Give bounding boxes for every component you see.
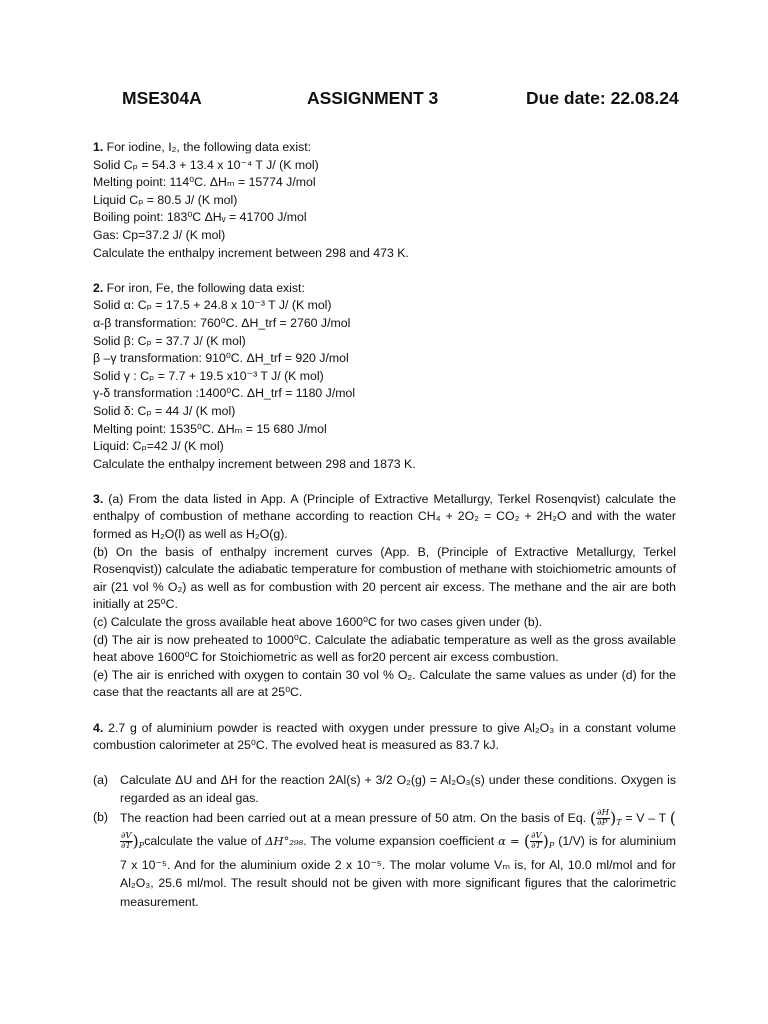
q2-line: Solid β: Cₚ = 37.7 J/ (K mol) <box>93 333 246 348</box>
frac-denominator: ∂T <box>121 841 132 852</box>
frac-subscript: P <box>548 841 555 851</box>
q4-b-text-3: calculate the value of <box>144 834 266 849</box>
question-2 <box>93 280 676 474</box>
q1-line: Solid Cₚ = 54.3 + 13.4 x 10⁻⁴ T J/ (K mol) <box>93 157 319 172</box>
fraction-dV-dT-2 <box>530 832 543 851</box>
assignment-title: ASSIGNMENT 3 <box>307 88 439 108</box>
due-date: Due date: 22.08.24 <box>526 88 679 108</box>
q2-line: α-β transformation: 760⁰C. ΔH_trf = 2760 J/mol <box>93 315 351 330</box>
frac-numerator: ∂V <box>531 831 542 842</box>
q3-part-a-text: (a) From the data listed in App. A (Principle of Extractive Metallurgy, Terkel Rosenqvist) calculate the enthalpy of combustion of methane according to reaction CH₄ + 2O₂ = CO₂ + 2H₂O and with the water formed as H₂O(l) as well as H₂O(g). <box>93 491 676 542</box>
q4-part-b-text: The reaction had been carried out at a mean pressure of 50 atm. On the basis of Eq. ( $\frac{\partial H}{\partial P}$ )$_T = V - T$ ( $\frac{\partial V}{\partial T}$ )$_Pcalculate$ the value of ΔH°₂₉₈. The volume expansion coefficient α = ( $\frac{\partial V}{\partial T}$ )$_P$ (1/V) is for aluminium 7 x 10⁻⁵. And for the aluminium oxide 2 x 10⁻⁵. The molar volume Vₘ is, for Al, 10.0 ml/mol and for Al₂O₃, 25.6 ml/mol. The result should not be given with more significant figures that the calorimetric measurement. <box>120 807 676 909</box>
q3-part-b: (b) On the basis of enthalpy increment curves (App. B, (Principle of Extractive Metallurgy, Terkel Rosenqvist)) calculate the adiabatic temperature for combustion of methane with stoichiometric amounts of air (21 vol % O₂) as well as for combustion with 20 percent air excess. The methane and the air are both initially at 25⁰C. <box>93 544 676 612</box>
q1-line: Melting point: 114⁰C. ΔHₘ = 15774 J/mol <box>93 175 316 190</box>
q3-part-c: (c) Calculate the gross available heat above 1600⁰C for two cases given under (b). <box>93 615 543 630</box>
frac-denominator: ∂P <box>597 817 608 828</box>
q4-b-text-1: The reaction had been carried out at a mean pressure of 50 atm. On the basis of Eq. <box>120 810 590 825</box>
q1-line: Boiling point: 183⁰C ΔHᵥ = 41700 J/mol <box>93 210 307 225</box>
q2-line: Calculate the enthalpy increment between 298 and 1873 K. <box>93 456 416 471</box>
q4-part-a <box>93 772 676 807</box>
q3-part-a <box>93 491 676 544</box>
enthalpy-298-symbol: ΔH°₂₉₈ <box>265 834 304 849</box>
question-1-intro <box>93 139 676 157</box>
alpha-symbol: α = <box>498 834 524 849</box>
q3-part-d: (d) The air is now preheated to 1000⁰C. Calculate the adiabatic temperature as well as the gross available heat above 1600⁰C for Stoichiometric as well as for20 percent air excess combustion. <box>93 632 676 665</box>
q4-part-b <box>93 809 676 912</box>
q4-b-text-2: = V – T <box>621 810 670 825</box>
course-code: MSE304A <box>122 88 202 108</box>
q4-part-a-text: Calculate ΔU and ΔH for the reaction 2Al(s) + 3/2 O₂(g) = Al₂O₃(s) under these conditions. Oxygen is regarded as an ideal gas. <box>120 773 676 805</box>
question-1-intro-text: For iodine, I₂, the following data exist: <box>103 140 312 154</box>
q4-part-a-label: (a) <box>93 773 109 788</box>
document-body <box>93 139 676 912</box>
question-4-number: 4. <box>93 720 104 735</box>
question-2-intro-text: For iron, Fe, the following data exist: <box>103 280 305 295</box>
fraction-dV-dT <box>120 832 133 851</box>
frac-denominator: ∂T <box>531 841 542 852</box>
q1-line: Calculate the enthalpy increment between 298 and 473 K. <box>93 245 409 260</box>
question-1 <box>93 139 676 262</box>
q2-line: Solid γ : Cₚ = 7.7 + 19.5 x10⁻³ T J/ (K mol) <box>93 368 324 383</box>
frac-numerator: ∂H <box>597 807 609 818</box>
q2-line: β –γ transformation: 910⁰C. ΔH_trf = 920 J/mol <box>93 351 349 366</box>
q1-line: Liquid Cₚ = 80.5 J/ (K mol) <box>93 192 238 207</box>
document-header <box>0 88 768 114</box>
q2-line: Melting point: 1535⁰C. ΔHₘ = 15 680 J/mol <box>93 421 327 436</box>
q2-line: Solid α: Cₚ = 17.5 + 24.8 x 10⁻³ T J/ (K mol) <box>93 298 332 313</box>
q2-line: Solid δ: Cₚ = 44 J/ (K mol) <box>93 403 236 418</box>
frac-subscript: P <box>138 841 145 851</box>
frac-numerator: ∂V <box>121 831 132 842</box>
q4-b-text-4: . The volume expansion coefficient <box>303 834 499 849</box>
question-1-number: 1. <box>93 140 104 154</box>
question-2-intro <box>93 280 676 298</box>
q2-line: Liquid: Cₚ=42 J/ (K mol) <box>93 439 224 454</box>
question-2-number: 2. <box>93 280 104 295</box>
fraction-dH-dP <box>596 809 610 828</box>
q3-part-e: (e) The air is enriched with oxygen to contain 30 vol % O₂. Calculate the same values as under (d) for the case that the reactants all are at 25⁰C. <box>93 667 676 700</box>
q2-line: γ-δ transformation :1400⁰C. ΔH_trf = 1180 J/mol <box>93 386 356 401</box>
question-3 <box>93 491 676 702</box>
q4-b-text-5: (1/V) is for aluminium 7 x 10⁻⁵. And for the aluminium oxide 2 x 10⁻⁵. The molar volume Vₘ is, for Al, 10.0 ml/mol and for Al₂O₃, 25.6 ml/mol. The result should not be given with more significant figures that the calorimetric measurement. <box>120 834 676 909</box>
q4-part-b-label: (b) <box>93 809 109 824</box>
frac-subscript: T <box>616 817 622 827</box>
q4-intro-text: 2.7 g of aluminium powder is reacted with oxygen under pressure to give Al₂O₃ in a constant volume combustion calorimeter at 25⁰C. The evolved heat is measured as 83.7 kJ. <box>93 720 676 753</box>
question-4 <box>93 720 676 912</box>
question-3-number: 3. <box>93 491 104 506</box>
q1-line: Gas: Cp=37.2 J/ (K mol) <box>93 227 226 242</box>
q4-intro <box>93 720 676 755</box>
